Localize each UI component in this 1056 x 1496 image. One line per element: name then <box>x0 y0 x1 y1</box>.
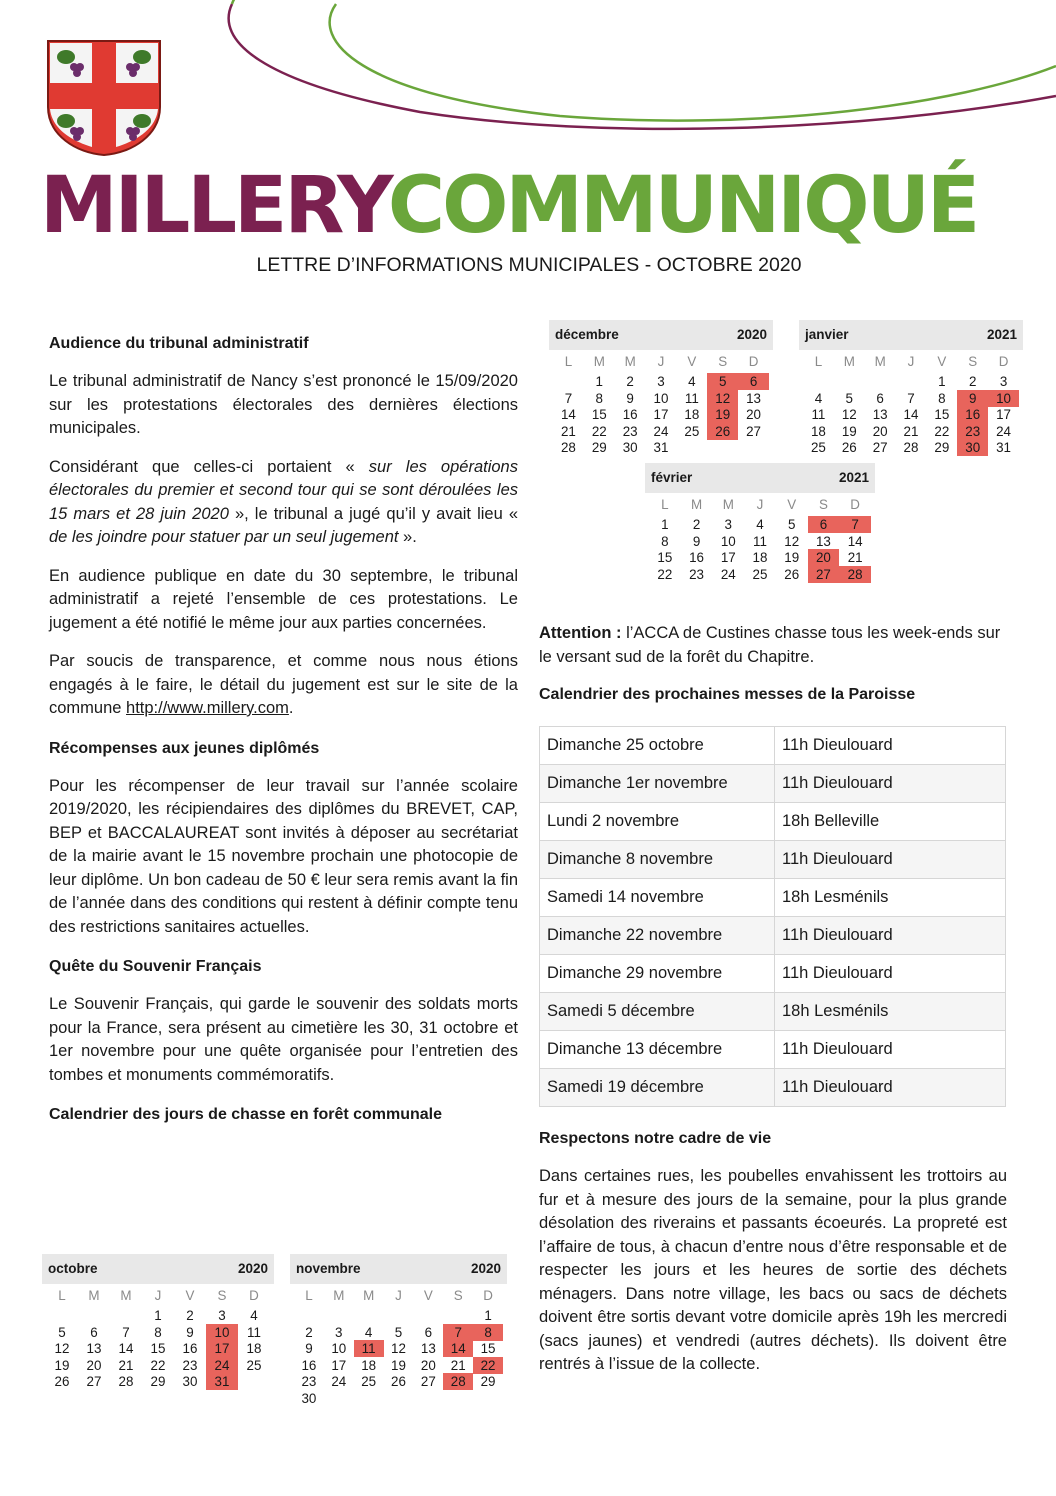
mass-place: 18h Belleville <box>775 803 1006 841</box>
calendar-day: 18 <box>810 423 826 439</box>
calendar-header <box>549 320 773 350</box>
tribunal-paragraph-3: En audience publique en date du 30 septembre, le tribunal administratif a rejeté l’ensemble de ces protestations. Le jugement a été notifié le même jour aux parties concernées. <box>49 566 518 632</box>
calendar-day: 21 <box>847 550 863 565</box>
calendar-day: 27 <box>746 423 762 439</box>
weekday-label: S <box>968 354 978 369</box>
calendar-day-hunting: 16 <box>957 406 988 423</box>
calendar-day: 14 <box>903 407 919 422</box>
calendar-day: 11 <box>753 533 767 549</box>
calendar-day: 2 <box>692 517 701 532</box>
mass-place: 11h Dieulouard <box>775 727 1006 765</box>
calendar-day: 21 <box>560 423 576 439</box>
calendar-day: 29 <box>150 1374 166 1389</box>
tribunal-paragraph-4: Par soucis de transparence, et comme nous nous étions engagés à le faire, le détail du jugement est sur le site de la commune http://www.millery.com. <box>49 652 518 717</box>
calendar-novembre-2020 <box>290 1254 507 1404</box>
calendar-day-hunting: 28 <box>839 566 871 583</box>
calendar-day: 22 <box>657 566 673 582</box>
title-part-millery: MILLERY <box>40 161 388 251</box>
weekday-label: D <box>748 354 759 369</box>
cadre-de-vie-paragraph: Dans certaines rues, les poubelles envahissent les trottoirs au fur et à mesure des jours de la semaine, pour la plus grande désolation des riverains et passants écoeurés. La propreté est l’affaire de tous, à chacun d’entre nous d’être responsable et de respecter les jours et les heures de sortie des déchets ménagers. Dans notre village, les bacs ou sacs de déchets doivent être sortis devant votre domicile après 19h les mercredi (sacs jaunes) et vendredi (autres déchets). Ils doivent être rentrés à l’issue de la collecte. <box>539 1167 1007 1373</box>
weekday-label: L <box>564 354 573 369</box>
calendar-day-hunting: 17 <box>206 1340 238 1357</box>
attention-block <box>539 622 1007 706</box>
calendar-day-hunting: 26 <box>707 423 738 440</box>
weekday-label: D <box>483 1288 493 1303</box>
calendar-day: 17 <box>720 550 736 565</box>
calendar-day: 2 <box>626 374 634 389</box>
calendar-day: 25 <box>752 566 768 582</box>
calendar-day-hunting: 7 <box>443 1324 473 1341</box>
mass-date: Samedi 5 décembre <box>540 993 775 1031</box>
calendar-day-hunting: 5 <box>707 373 738 390</box>
weekday-label: M <box>722 497 734 512</box>
weekday-label: V <box>423 1288 433 1303</box>
calendar-day: 18 <box>361 1357 377 1373</box>
mass-place: 18h Lesménils <box>775 993 1006 1031</box>
calendar-day: 1 <box>938 374 946 389</box>
calendar-day: 17 <box>653 407 669 422</box>
calendar-day: 8 <box>154 1324 162 1340</box>
calendar-day: 8 <box>938 390 946 406</box>
mass-date: Dimanche 29 novembre <box>540 955 775 993</box>
calendar-day: 11 <box>247 1324 261 1340</box>
calendar-day: 11 <box>811 407 826 422</box>
mass-place: 11h Dieulouard <box>775 841 1006 879</box>
calendar-day: 29 <box>480 1374 496 1389</box>
calendar-day: 29 <box>934 440 950 455</box>
masses-row <box>540 803 1006 841</box>
calendar-day: 25 <box>810 440 826 455</box>
weekday-label: M <box>593 354 605 369</box>
masses-row <box>540 765 1006 803</box>
calendar-day: 28 <box>560 440 576 455</box>
mass-date: Samedi 14 novembre <box>540 879 775 917</box>
calendar-day: 18 <box>246 1341 262 1356</box>
calendar-day: 18 <box>684 407 700 422</box>
calendar-day: 19 <box>784 550 800 565</box>
weekday-label: M <box>363 1288 375 1303</box>
calendar-day: 1 <box>154 1308 162 1323</box>
masses-row <box>540 727 1006 765</box>
calendar-day: 12 <box>54 1341 70 1356</box>
calendar-day: 24 <box>331 1374 347 1389</box>
calendar-day: 24 <box>653 423 669 439</box>
calendar-day: 19 <box>841 423 857 439</box>
calendar-month: janvier <box>805 327 849 342</box>
weekday-label: S <box>718 354 728 369</box>
calendar-day: 10 <box>653 390 669 406</box>
weekday-label: J <box>395 1288 402 1303</box>
calendar-day: 2 <box>968 374 977 389</box>
calendar-day: 19 <box>391 1357 406 1373</box>
mass-place: 11h Dieulouard <box>775 1069 1006 1107</box>
mass-date: Lundi 2 novembre <box>540 803 775 841</box>
weekday-label: V <box>787 497 797 512</box>
calendar-day-hunting: 9 <box>957 390 988 407</box>
mass-date: Dimanche 1er novembre <box>540 765 775 803</box>
calendar-month: février <box>651 470 693 485</box>
calendar-day: 23 <box>622 423 638 439</box>
calendar-day: 1 <box>661 517 669 532</box>
calendar-day: 22 <box>934 423 950 439</box>
weekday-label: S <box>818 497 828 512</box>
mass-place: 11h Dieulouard <box>775 765 1006 803</box>
mass-date: Dimanche 13 décembre <box>540 1031 775 1069</box>
calendar-day: 2 <box>305 1324 313 1340</box>
mass-place: 11h Dieulouard <box>775 955 1006 993</box>
calendar-day: 16 <box>301 1357 317 1373</box>
title-part-communique: COMMUNIQUÉ <box>387 161 978 251</box>
calendar-day: 30 <box>182 1374 198 1389</box>
calendar-day: 28 <box>903 440 919 455</box>
calendar-day: 21 <box>903 423 919 439</box>
weekday-label: S <box>217 1288 227 1303</box>
calendar-day-hunting: 30 <box>957 439 988 456</box>
calendar-fevrier-2021 <box>645 463 875 585</box>
calendar-day: 10 <box>331 1341 347 1356</box>
calendar-day: 11 <box>684 390 699 406</box>
calendar-day: 13 <box>746 390 762 406</box>
masses-row <box>540 1031 1006 1069</box>
calendar-day: 6 <box>424 1324 433 1340</box>
weekday-label: D <box>850 497 860 512</box>
weekday-label: J <box>154 1288 162 1303</box>
calendar-month: octobre <box>48 1261 98 1276</box>
calendar-day: 13 <box>86 1341 102 1356</box>
calendar-day: 27 <box>872 440 888 455</box>
calendar-day: 12 <box>784 533 800 549</box>
calendar-day: 20 <box>86 1357 102 1373</box>
masses-row <box>540 879 1006 917</box>
calendar-day: 5 <box>394 1324 403 1340</box>
calendar-day-hunting: 10 <box>988 390 1019 407</box>
calendar-day: 6 <box>876 390 884 406</box>
calendar-day: 15 <box>480 1341 496 1356</box>
calendar-year: 2020 <box>736 327 767 342</box>
mass-date: Dimanche 25 octobre <box>540 727 775 765</box>
mass-place: 18h Lesménils <box>775 879 1006 917</box>
calendar-day: 24 <box>996 423 1012 439</box>
calendar-day: 10 <box>720 533 736 549</box>
calendar-day: 16 <box>622 407 638 422</box>
calendar-day-hunting: 8 <box>473 1324 503 1341</box>
calendar-day: 27 <box>86 1374 102 1389</box>
calendar-year: 2021 <box>838 470 869 485</box>
masses-row <box>540 917 1006 955</box>
calendar-day: 27 <box>420 1374 436 1389</box>
calendar-day-hunting: 6 <box>738 373 769 390</box>
calendar-header <box>42 1254 274 1284</box>
souvenir-paragraph: Le Souvenir Français, qui garde le souvenir des soldats morts pour la France, sera présent au cimetière les 30, 31 octobre et 1er novembre pour une quête organisée pour l’entretien des tombes et monuments commémoratifs. <box>49 995 518 1084</box>
calendar-year: 2020 <box>237 1261 268 1276</box>
calendar-day: 7 <box>907 390 915 406</box>
calendar-year: 2020 <box>470 1261 501 1276</box>
calendar-day-hunting: 27 <box>808 566 840 583</box>
tribunal-paragraph-1: Le tribunal administratif de Nancy s’est prononcé le 15/09/2020 sur les protestations électorales des dernières élections municipales. <box>49 372 518 437</box>
calendar-day: 26 <box>841 440 857 455</box>
calendar-day: 20 <box>746 407 762 422</box>
weekday-label: M <box>690 497 703 512</box>
mass-place: 11h Dieulouard <box>775 1031 1006 1069</box>
calendar-day: 15 <box>657 550 673 565</box>
calendar-day: 15 <box>150 1341 166 1356</box>
calendar-day: 19 <box>54 1357 70 1373</box>
weekday-label: L <box>58 1288 66 1303</box>
section-title-cadre-de-vie: Respectons notre cadre de vie <box>539 1130 772 1147</box>
calendar-day: 17 <box>996 407 1012 422</box>
calendar-day: 30 <box>301 1390 317 1406</box>
calendar-day: 5 <box>787 517 796 532</box>
calendar-day: 30 <box>622 440 638 455</box>
weekday-label: M <box>120 1288 132 1303</box>
calendar-day: 13 <box>420 1341 436 1356</box>
masses-row <box>540 993 1006 1031</box>
calendar-day: 7 <box>122 1324 130 1340</box>
calendar-day: 15 <box>934 407 950 422</box>
mass-date: Dimanche 8 novembre <box>540 841 775 879</box>
calendar-day: 2 <box>186 1308 194 1323</box>
calendar-day: 25 <box>684 423 700 439</box>
coat-of-arms-logo <box>44 37 164 157</box>
calendar-day: 17 <box>331 1357 347 1373</box>
section-title-tribunal: Audience du tribunal administratif <box>49 335 309 352</box>
newsletter-title <box>40 158 1030 254</box>
section-title-chasse: Calendrier des jours de chasse en forêt communale <box>49 1106 443 1123</box>
calendar-day: 23 <box>182 1357 198 1373</box>
calendar-day-hunting: 11 <box>354 1340 384 1357</box>
calendar-year: 2021 <box>986 327 1017 342</box>
calendar-day: 1 <box>484 1308 492 1323</box>
mass-date: Samedi 19 décembre <box>540 1069 775 1107</box>
calendar-day: 14 <box>560 407 576 422</box>
calendar-day: 31 <box>996 440 1012 455</box>
left-column <box>49 333 518 1126</box>
calendar-day: 13 <box>815 533 831 549</box>
calendar-day-hunting: 24 <box>206 1357 238 1374</box>
diplomes-paragraph: Pour les récompenser de leur travail sur l’année scolaire 2019/2020, les récipiendaires des diplômes du BREVET, CAP, BEP et BACCALAUREAT sont invités à déposer au secrétariat de la mairie avant le 15 novembre prochain une photocopie de leur diplôme. Un bon cadeau de 50 € leur sera remis avant la fin de l’année dans des conditions qui restent à définir compte tenu des restrictions sanitaires actuelles. <box>49 776 518 936</box>
calendar-day: 4 <box>814 390 823 406</box>
weekday-label: L <box>661 497 669 512</box>
millery-website-link[interactable]: http://www.millery.com <box>126 699 289 717</box>
masses-row <box>540 955 1006 993</box>
calendar-day: 3 <box>657 374 665 389</box>
calendar-day: 9 <box>186 1324 194 1340</box>
mass-place: 11h Dieulouard <box>775 917 1006 955</box>
calendar-day: 15 <box>591 407 607 422</box>
calendar-day: 26 <box>391 1374 406 1389</box>
calendar-day: 24 <box>720 566 736 582</box>
calendar-day-hunting: 6 <box>808 516 840 533</box>
masses-row <box>540 1069 1006 1107</box>
weekday-label: V <box>937 354 947 369</box>
calendar-day: 22 <box>591 423 607 439</box>
weekday-label: M <box>624 354 636 369</box>
weekday-label: L <box>305 1288 313 1303</box>
calendar-day: 25 <box>361 1374 377 1389</box>
calendar-day: 26 <box>784 566 800 582</box>
calendar-day-hunting: 12 <box>707 390 738 407</box>
calendar-day: 23 <box>301 1374 317 1389</box>
calendar-octobre-2020 <box>42 1254 274 1394</box>
calendar-day-hunting: 20 <box>808 549 840 566</box>
calendar-day-hunting: 23 <box>957 423 988 440</box>
weekday-label: J <box>657 354 665 369</box>
calendar-day: 28 <box>118 1374 134 1389</box>
calendar-day: 21 <box>118 1357 134 1373</box>
calendar-day-hunting: 10 <box>206 1324 238 1341</box>
calendar-day: 13 <box>872 407 888 422</box>
weekday-label: M <box>333 1288 345 1303</box>
section-title-souvenir: Quête du Souvenir Français <box>49 958 262 975</box>
calendar-day: 6 <box>90 1324 98 1340</box>
section-title-messes: Calendrier des prochaines messes de la Paroisse <box>539 686 916 703</box>
calendar-day: 5 <box>845 390 853 406</box>
calendar-day: 3 <box>335 1324 343 1340</box>
weekday-label: L <box>814 354 823 369</box>
calendar-month: décembre <box>555 327 619 342</box>
weekday-label: J <box>907 354 915 369</box>
calendar-day: 4 <box>756 517 764 532</box>
section-title-diplomes: Récompenses aux jeunes diplômés <box>49 739 320 757</box>
calendar-header <box>290 1254 507 1284</box>
calendar-janvier-2021 <box>799 320 1023 455</box>
calendar-day: 8 <box>595 390 603 406</box>
newsletter-subtitle: LETTRE D’INFORMATIONS MUNICIPALES - OCTOBRE 2020 <box>256 254 802 276</box>
weekday-label: M <box>88 1288 100 1303</box>
weekday-label: M <box>843 354 855 369</box>
tribunal-paragraph-2: Considérant que celles-ci portaient « sur les opérations électorales du premier et second tour qui se sont déroulées les 15 mars et 28 juin 2020 », le tribunal a jugé qu’il y avait lieu « de les joindre pour statuer par un seul jugement ». <box>49 457 519 546</box>
calendar-day: 9 <box>692 533 701 549</box>
mass-date: Dimanche 22 novembre <box>540 917 775 955</box>
weekday-label: V <box>687 354 697 369</box>
calendar-day: 16 <box>182 1341 198 1356</box>
weekday-label: M <box>874 354 886 369</box>
calendar-day: 3 <box>724 517 732 532</box>
calendar-day: 9 <box>626 390 634 406</box>
calendar-day: 9 <box>305 1341 313 1356</box>
calendar-day: 22 <box>150 1357 166 1373</box>
weekday-label: D <box>998 354 1009 369</box>
calendar-day: 14 <box>118 1341 134 1356</box>
weekday-label: J <box>756 497 764 512</box>
weekday-label: D <box>249 1288 259 1303</box>
calendar-day: 12 <box>391 1341 406 1356</box>
calendar-day-hunting: 22 <box>473 1357 503 1374</box>
calendar-day: 29 <box>591 440 607 455</box>
calendar-day: 12 <box>841 407 857 422</box>
calendar-month: novembre <box>296 1261 361 1276</box>
calendar-day-hunting: 28 <box>443 1373 473 1390</box>
calendar-day: 3 <box>999 374 1008 389</box>
calendar-day: 8 <box>661 533 669 549</box>
calendar-day: 31 <box>653 440 669 455</box>
calendar-day: 4 <box>364 1324 373 1340</box>
masses-table <box>539 726 1006 1107</box>
calendar-day: 16 <box>689 550 705 565</box>
masses-row <box>540 841 1006 879</box>
calendar-day-hunting: 31 <box>206 1373 238 1390</box>
calendar-day: 18 <box>752 550 768 565</box>
calendar-day: 20 <box>872 423 888 439</box>
calendar-day: 1 <box>595 374 603 389</box>
attention-paragraph: Attention : l’ACCA de Custines chasse tous les week-ends sur le versant sud de la forêt du Chapitre. <box>539 624 1001 666</box>
calendar-day: 26 <box>54 1374 70 1389</box>
calendar-day: 7 <box>564 390 573 406</box>
calendar-header <box>799 320 1023 350</box>
weekday-label: V <box>185 1288 195 1303</box>
calendar-header <box>645 463 875 493</box>
calendar-day-hunting: 7 <box>839 516 871 533</box>
calendar-day: 4 <box>688 374 696 389</box>
calendar-day: 23 <box>689 566 705 582</box>
calendar-day: 14 <box>847 533 863 549</box>
calendar-day-hunting: 14 <box>443 1340 473 1357</box>
calendar-decembre-2020 <box>549 320 773 455</box>
calendar-day: 5 <box>58 1324 66 1340</box>
calendar-day: 25 <box>246 1357 262 1373</box>
calendar-day: 20 <box>420 1357 436 1373</box>
calendar-day: 3 <box>218 1308 226 1323</box>
weekday-label: S <box>453 1288 463 1303</box>
calendar-day: 21 <box>450 1357 466 1373</box>
cadre-de-vie-block <box>539 1128 1007 1377</box>
calendar-day: 4 <box>250 1308 258 1323</box>
calendar-day-hunting: 19 <box>707 406 738 423</box>
